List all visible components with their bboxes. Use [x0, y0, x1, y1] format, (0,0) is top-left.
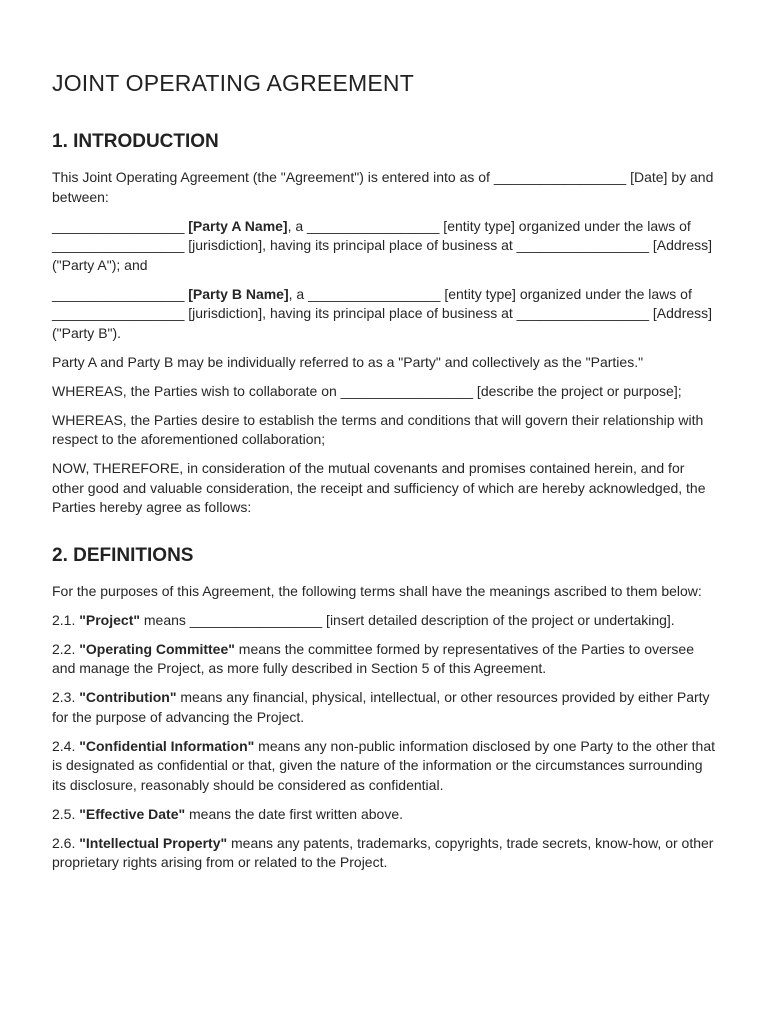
definition-number: 2.6. [52, 834, 80, 851]
definition-term: "Intellectual Property" [79, 834, 228, 851]
parties-paragraph: Party A and Party B may be individually referred to as a "Party" and collectively as the "Parties." [52, 353, 644, 370]
definition-term: "Project" [79, 611, 140, 628]
definition-text: means the committee formed by representatives of the Parties to oversee and manage the Project, as more fully described in Section 5 of this Agreement. [52, 640, 694, 676]
document-title: JOINT OPERATING AGREEMENT [52, 70, 414, 96]
party-a-paragraph [52, 217, 718, 276]
party-b-name: [Party B Name] [188, 285, 289, 302]
definition-text: means _________________ [insert detailed description of the project or undertaking]. [140, 611, 675, 628]
definition-item-operating-committee [52, 640, 718, 679]
definition-number: 2.1. [52, 611, 80, 628]
definition-number: 2.2. [52, 640, 80, 657]
definition-item-intellectual-property [52, 834, 718, 873]
definition-number: 2.3. [52, 689, 80, 705]
intro-paragraph: This Joint Operating Agreement (the "Agreement") is entered into as of _________________ [Date] by and between: [52, 169, 714, 205]
definition-text: means any financial, physical, intellectual, or other resources provided by either Party for the purpose of advancing the Project. [52, 689, 710, 725]
definitions-heading: 2. DEFINITIONS [52, 544, 194, 566]
introduction-heading: 1. INTRODUCTION [52, 131, 219, 152]
party-b-blank: _________________ [52, 285, 189, 302]
definition-text: means any non-public information disclosed by one Party to the other that is designated as confidential or that, given the nature of the information or the circumstances surrounding its disclosure, reasonably should be considered as confidential. [52, 737, 716, 793]
definition-item-contribution [52, 688, 718, 727]
party-a-blank: _________________ [52, 217, 189, 234]
whereas-paragraph-2: WHEREAS, the Parties desire to establish the terms and conditions that will govern their relationship with respect to the aforementioned collaboration; [52, 411, 704, 447]
introduction-section [52, 131, 718, 518]
party-b-paragraph [52, 285, 718, 344]
now-therefore-paragraph: NOW, THEREFORE, in consideration of the mutual covenants and promises contained herein, and for other good and valuable consideration, the receipt and sufficiency of which are hereby acknowledged, the Parties hereby agree as follows: [52, 460, 706, 515]
definition-text: means any patents, trademarks, copyrights, trade secrets, know-how, or other proprietary rights arising from or related to the Project. [52, 834, 714, 870]
whereas-paragraph-1: WHEREAS, the Parties wish to collaborate on _________________ [describe the project or purpose]; [52, 382, 682, 399]
party-a-name: [Party A Name] [188, 217, 288, 234]
definitions-intro-paragraph: For the purposes of this Agreement, the following terms shall have the meanings ascribed to them below: [52, 582, 702, 599]
definitions-section [52, 545, 718, 873]
definition-number: 2.4. [52, 737, 80, 754]
definition-term: "Effective Date" [79, 805, 186, 822]
definition-text: means the date first written above. [185, 805, 404, 822]
party-b-text: , a _________________ [entity type] organized under the laws of _________________ [jurisdiction], having its principal place of business at _________________ [Address] ("Party B"). [52, 285, 713, 341]
definition-term: "Confidential Information" [79, 737, 255, 754]
definition-term: "Operating Committee" [79, 640, 235, 657]
definition-term: "Contribution" [79, 689, 177, 705]
definition-number: 2.5. [52, 805, 80, 822]
definition-item-confidential-information [52, 737, 718, 796]
party-a-text: , a _________________ [entity type] organized under the laws of _________________ [jurisdiction], having its principal place of business at _________________ [Address] ("Party A"); and [52, 217, 713, 273]
definition-item-effective-date [52, 805, 718, 825]
definition-item-project [52, 611, 718, 631]
